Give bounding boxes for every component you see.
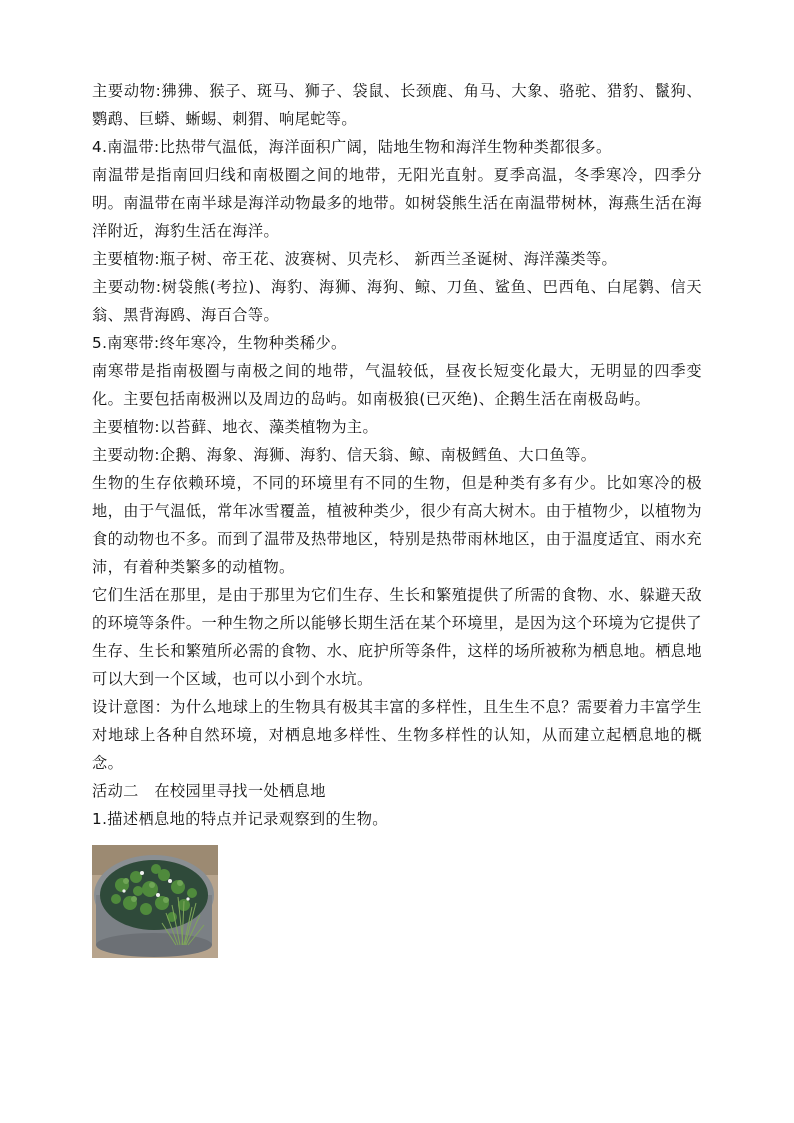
paragraph-animals-tropical: 主要动物:狒狒、猴子、斑马、狮子、袋鼠、长颈鹿、角马、大象、骆驼、猎豹、鬣狗、鹦鹉、巨蟒、蜥蜴、刺猬、响尾蛇等。 bbox=[92, 82, 702, 128]
paragraph-south-temperate-heading: 4.南温带:比热带气温低，海洋面积广阔，陆地生物和海洋生物种类都很多。 bbox=[92, 138, 612, 156]
paragraph-activity-step-one: 1.描述栖息地的特点并记录观察到的生物。 bbox=[92, 810, 388, 828]
pond-photo bbox=[92, 845, 218, 958]
paragraph-habitat-definition: 它们生活在那里，是由于那里为它们生存、生长和繁殖提供了所需的食物、水、躲避天敌的环境等条件。一种生物之所以能够长期生活在某个环境里，是因为这个环境为它提供了生存、生长和繁殖所必需的食物、水、庇护所等条件，这样的场所被称为栖息地。栖息地可以大到一个区域，也可以小到个水坑。 bbox=[92, 586, 702, 688]
paragraph-south-temperate-animals: 主要动物:树袋熊(考拉)、海豹、海狮、海狗、鲸、刀鱼、鲨鱼、巴西龟、白尾鹲、信天翁、黑背海鸥、海百合等。 bbox=[92, 278, 702, 324]
paragraph-south-frigid-plants: 主要植物:以苔藓、地衣、藻类植物为主。 bbox=[92, 418, 379, 436]
paragraph-south-frigid-desc: 南寒带是指南极圈与南极之间的地带，气温较低，昼夜长短变化最大，无明显的四季变化。主要包括南极洲以及周边的岛屿。如南极狼(已灭绝)、企鹅生活在南极岛屿。 bbox=[92, 362, 702, 408]
paragraph-design-intent: 设计意图：为什么地球上的生物具有极其丰富的多样性，且生生不息？需要着力丰富学生对地球上各种自然环境，对栖息地多样性、生物多样性的认知，从而建立起栖息地的概念。 bbox=[92, 698, 702, 772]
paragraph-south-temperate-desc: 南温带是指南回归线和南极圈之间的地带，无阳光直射。夏季高温，冬季寒冷，四季分明。南温带在南半球是海洋动物最多的地带。如树袋熊生活在南温带树林，海燕生活在海洋附近，海豹生活在海洋。 bbox=[92, 166, 702, 240]
paragraph-south-frigid-animals: 主要动物:企鹅、海象、海狮、海豹、信天翁、鲸、南极鳕鱼、大口鱼等。 bbox=[92, 446, 597, 464]
paragraph-south-temperate-plants: 主要植物:瓶子树、帝王花、波赛树、贝壳杉、 新西兰圣诞树、海洋藻类等。 bbox=[92, 250, 618, 268]
paragraph-environment: 生物的生存依赖环境，不同的环境里有不同的生物，但是种类有多有少。比如寒冷的极地，由于气温低，常年冰雪覆盖，植被种类少，很少有高大树木。由于植物少，以植物为食的动物也不多。而到了温带及热带地区，特别是热带雨林地区，由于温度适宜、雨水充沛，有着种类繁多的动植物。 bbox=[92, 474, 702, 576]
paragraph-south-frigid-heading: 5.南寒带:终年寒冷，生物种类稀少。 bbox=[92, 334, 347, 352]
paragraph-activity-two: 活动二 在校园里寻找一处栖息地 bbox=[92, 782, 326, 800]
